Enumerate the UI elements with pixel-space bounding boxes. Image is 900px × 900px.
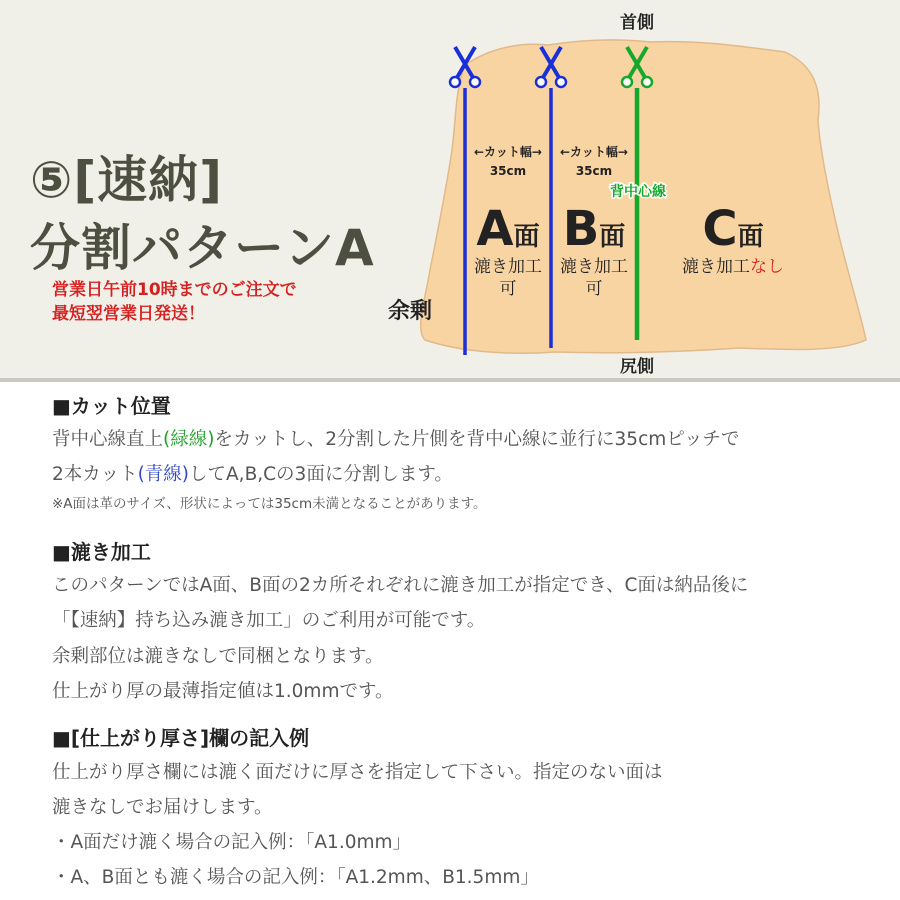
- cut-position-heading: ■カット位置: [52, 394, 171, 418]
- shipping-notice-line1: 営業日午前10時までのご注文で: [52, 280, 297, 300]
- cut-position-text-line2: 2本カット(青線)してA,B,Cの3面に分割します。: [52, 464, 453, 485]
- face-a-title: A面: [476, 201, 540, 257]
- cut-width-value: 35cm: [489, 164, 527, 178]
- shipping-notice-line2: 最短翌営業日発送！: [52, 304, 205, 324]
- face-c-line1: 漉き加工なし: [682, 257, 784, 277]
- pattern-title-line1: ⑤[速納]: [30, 151, 224, 209]
- skiving-heading: ■漉き加工: [52, 540, 151, 564]
- cut-width-label: ←カット幅→: [560, 145, 628, 159]
- cut-position-text-line1: 背中心線直上(緑線)をカットし、2分割した片側を背中心線に並行に35cmピッチで: [52, 429, 740, 450]
- thickness-example-heading: ■[仕上がり厚さ]欄の記入例: [52, 726, 310, 750]
- thickness-example-line: ・A面だけ漉く場合の記入例：「A1.0mm」: [52, 832, 412, 853]
- thickness-example-line: 漉きなしでお届けします。: [52, 797, 273, 818]
- skiving-text-line: 仕上がり厚の最薄指定値は1.0mmです。: [52, 681, 394, 702]
- face-b-line2: 可: [585, 279, 603, 299]
- center-line-label: 背中心線: [610, 184, 666, 200]
- cut-width-value: 35cm: [575, 164, 613, 178]
- surplus-label: 余剰: [388, 299, 433, 324]
- cut-width-label: ←カット幅→: [474, 145, 542, 159]
- skiving-text-line: 余剰部位は漉きなしで同梱となります。: [52, 646, 384, 667]
- skiving-text-line: このパターンではA面、B面の2カ所それぞれに漉き加工が指定でき、C面は納品後に: [52, 575, 749, 596]
- cut-position-note: ※A面は革のサイズ、形状によっては35cm未満となることがあります。: [52, 496, 487, 512]
- face-a-line2: 可: [499, 279, 517, 299]
- thickness-example-line: ・A、B面とも漉く場合の記入例：「A1.2mm、B1.5mm」: [52, 867, 539, 888]
- skiving-text-line: 「【速納】持ち込み漉き加工」のご利用が可能です。: [52, 610, 486, 631]
- face-b-title: B面: [562, 201, 626, 257]
- neck-side-label: 首側: [620, 13, 654, 33]
- thickness-example-line: 仕上がり厚さ欄には漉く面だけに厚さを指定して下さい。指定のない面は: [52, 762, 663, 783]
- face-b-line1: 漉き加工: [560, 257, 628, 277]
- face-a-line1: 漉き加工: [474, 257, 542, 277]
- tail-side-label: 尻側: [620, 357, 654, 377]
- face-c-title: C面: [702, 201, 764, 257]
- pattern-title-line2: 分割パターンA: [30, 219, 375, 277]
